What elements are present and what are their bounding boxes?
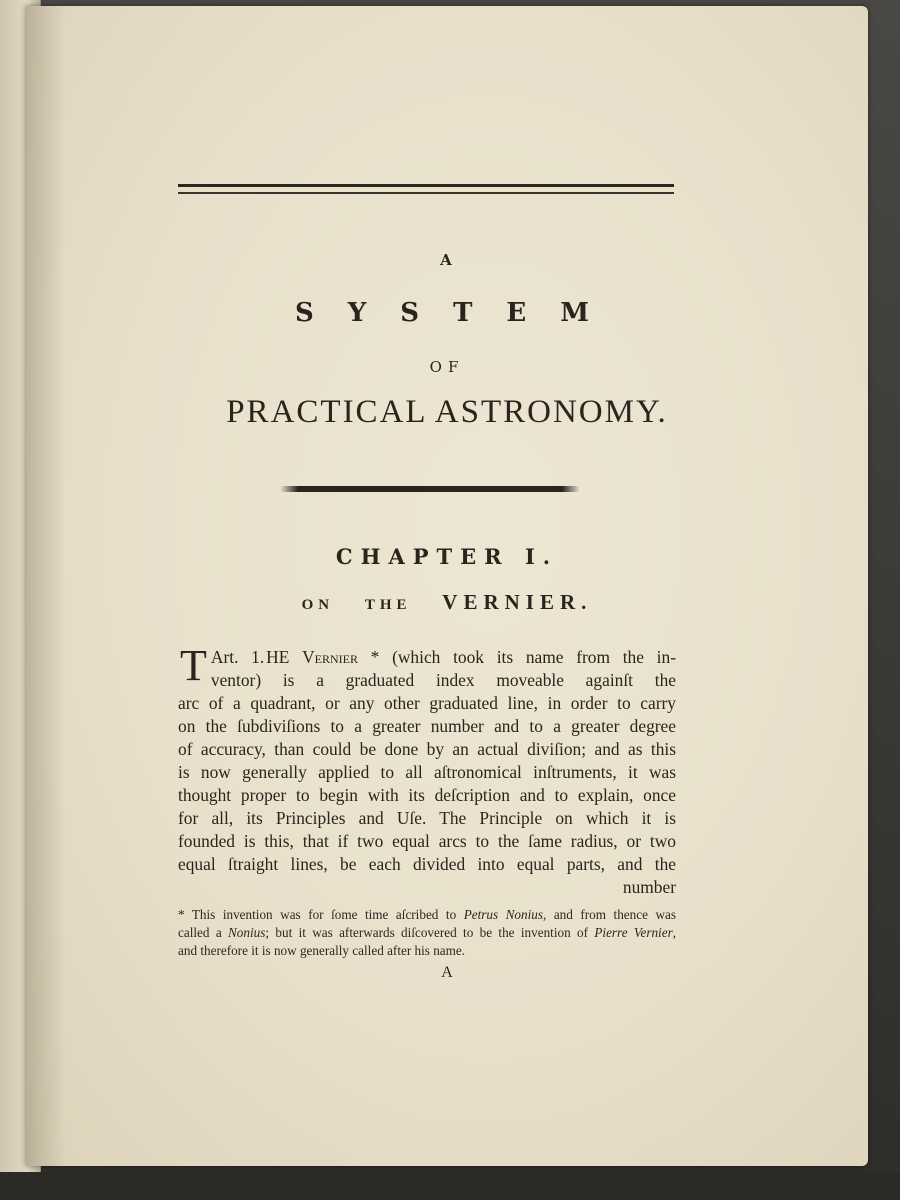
vernier-smallcaps: Vernier	[302, 647, 358, 667]
header-double-rule	[178, 184, 674, 198]
chapter-heading: CHAPTER I.	[335, 544, 559, 569]
subtitle-on: ON	[301, 597, 335, 613]
fn2-b: ; but it was afterwards diſcovered to be the invention of	[265, 925, 595, 940]
line1-start: HE	[266, 647, 303, 667]
fn2-a: called a	[178, 925, 229, 940]
ornamental-rule	[280, 486, 580, 492]
drop-cap: T	[180, 641, 207, 690]
footnote-line-1	[178, 906, 676, 924]
title-of: OF	[429, 358, 465, 376]
gutter-shadow	[26, 6, 66, 1166]
fn-name-vernier: Pierre Vernier	[594, 925, 673, 940]
rule-thin-line	[178, 192, 674, 194]
body-line-2: ventor) is a graduated index moveable againſt the	[210, 670, 676, 690]
rule-thick-line	[178, 184, 674, 187]
body-line: is now generally applied to all aſtronomical inſtruments, it was	[178, 762, 676, 782]
signature-mark: A	[441, 964, 453, 981]
line1-end: * (which took its name from the in-	[357, 647, 676, 667]
body-line: on the ſubdiviſions to a greater number and to a greater degree	[178, 716, 676, 736]
body-paragraph	[178, 641, 676, 899]
fn-name-nonius-full: Petrus Nonius	[463, 907, 544, 922]
footnote	[178, 906, 676, 960]
book-page	[26, 6, 868, 1166]
bottom-surround	[0, 1172, 900, 1200]
subtitle-the: THE	[364, 597, 412, 613]
footnote-line-3: and therefore it is now generally called after his name.	[178, 943, 466, 958]
catchword: number	[622, 877, 676, 897]
title-article: A	[440, 251, 454, 269]
body-line: thought proper to begin with its deſcription and to explain, once	[178, 785, 676, 805]
body-line: for all, its Principles and Uſe. The Principle on which it is	[178, 808, 676, 828]
body-line: arc of a quadrant, or any other graduated line, in order to carry	[178, 693, 676, 713]
body-line: of accuracy, than could be done by an actual diviſion; and as this	[178, 739, 676, 759]
fn-name-nonius: Nonius	[228, 925, 266, 940]
fn1-a: * This invention was for ſome time aſcribed to	[178, 907, 464, 922]
title-system: SYSTEM	[294, 298, 624, 328]
subtitle-topic: VERNIER.	[442, 590, 593, 614]
article-label: Art. 1.	[210, 647, 265, 667]
body-line: equal ſtraight lines, be each divided into equal parts, and the	[178, 854, 676, 874]
fn2-c: ,	[672, 925, 676, 940]
chapter-subtitle	[26, 590, 868, 615]
main-title: PRACTICAL ASTRONOMY.	[226, 394, 668, 430]
footnote-line-2	[178, 924, 676, 942]
fn1-b: , and from thence was	[543, 907, 676, 922]
body-line: founded is this, that if two equal arcs to the ſame radius, or two	[178, 831, 676, 851]
